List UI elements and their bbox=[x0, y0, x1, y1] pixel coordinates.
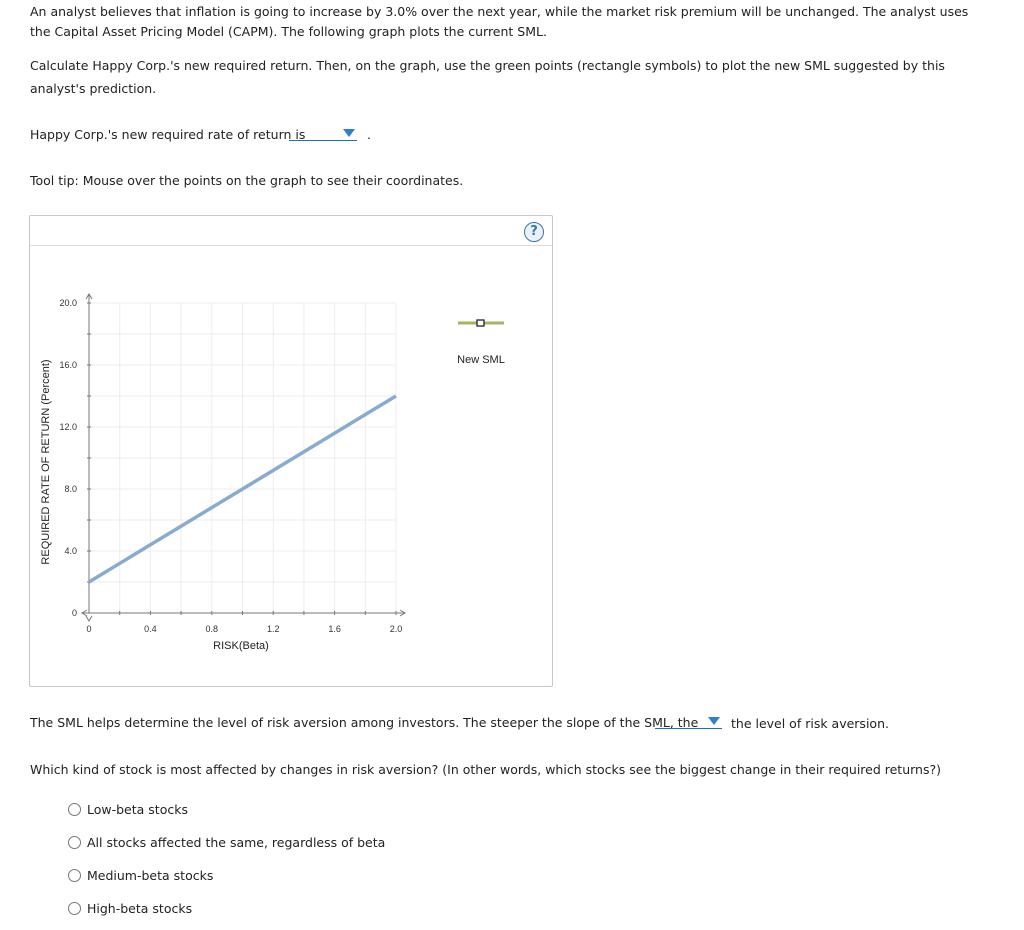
x-tick-label: 0 bbox=[86, 624, 92, 634]
question-2-text: The SML helps determine the level of risk aversion among investors. The steeper the slope of the SML, the bbox=[30, 715, 699, 730]
radio-button[interactable] bbox=[68, 902, 81, 915]
x-tick-label: 0.8 bbox=[205, 624, 219, 634]
intro-line-2: the Capital Asset Pricing Model (CAPM). The following graph plots the current SML. bbox=[30, 24, 547, 39]
y-tick-label: 12.0 bbox=[59, 422, 77, 432]
option-label: All stocks affected the same, regardless of beta bbox=[87, 835, 386, 850]
slope-dropdown[interactable] bbox=[655, 714, 722, 729]
radio-button[interactable] bbox=[68, 836, 81, 849]
legend-label: New SML bbox=[457, 354, 505, 366]
y-tick-label: 16.0 bbox=[59, 360, 77, 370]
option-label: Low-beta stocks bbox=[87, 802, 188, 817]
question-1-text: Happy Corp.'s new required rate of return is bbox=[30, 127, 306, 142]
x-tick-label: 1.6 bbox=[328, 624, 341, 634]
chart-ticks bbox=[59, 298, 402, 634]
y-axis-arrow-down-icon bbox=[86, 616, 92, 621]
help-icon[interactable]: ? bbox=[524, 222, 544, 242]
option-label: High-beta stocks bbox=[87, 901, 193, 916]
graph-panel bbox=[29, 215, 553, 687]
dropdown-arrow-icon bbox=[708, 717, 720, 725]
task-line-1: Calculate Happy Corp.'s new required return. Then, on the graph, use the green points (rectangle symbols) to plot the new SML suggested by this bbox=[30, 58, 945, 73]
tooltip-note: Tool tip: Mouse over the points on the graph to see their coordinates. bbox=[30, 173, 464, 188]
question-1-end: . bbox=[367, 127, 371, 142]
y-tick-label: 0 bbox=[71, 608, 77, 618]
x-tick-label: 0.4 bbox=[144, 624, 157, 634]
x-tick-label: 2.0 bbox=[389, 624, 403, 634]
dropdown-arrow-icon bbox=[343, 129, 355, 137]
option-label: Medium-beta stocks bbox=[87, 868, 214, 883]
new-sml-legend-tool[interactable] bbox=[458, 320, 504, 326]
y-tick-label: 4.0 bbox=[64, 546, 77, 556]
sml-chart bbox=[30, 216, 552, 686]
task-line-2: analyst's prediction. bbox=[30, 81, 157, 96]
radio-button[interactable] bbox=[68, 803, 81, 816]
question-3-text: Which kind of stock is most affected by changes in risk aversion? (In other words, which stocks see the biggest change in their required returns?) bbox=[30, 762, 941, 777]
y-tick-label: 20.0 bbox=[59, 298, 77, 308]
x-axis-label: RISK(Beta) bbox=[213, 640, 269, 652]
y-axis-label: REQUIRED RATE OF RETURN (Percent) bbox=[40, 359, 52, 565]
radio-button[interactable] bbox=[68, 869, 81, 882]
legend-rect-marker-icon bbox=[477, 320, 484, 326]
intro-line-1: An analyst believes that inflation is going to increase by 3.0% over the next year, while the market risk premium will be unchanged. The analyst uses bbox=[30, 4, 969, 19]
required-return-dropdown[interactable] bbox=[289, 126, 357, 141]
x-tick-label: 1.2 bbox=[266, 624, 280, 634]
chart-grid bbox=[89, 303, 396, 613]
y-tick-label: 8.0 bbox=[64, 484, 77, 494]
question-2-tail: the level of risk aversion. bbox=[731, 716, 889, 731]
